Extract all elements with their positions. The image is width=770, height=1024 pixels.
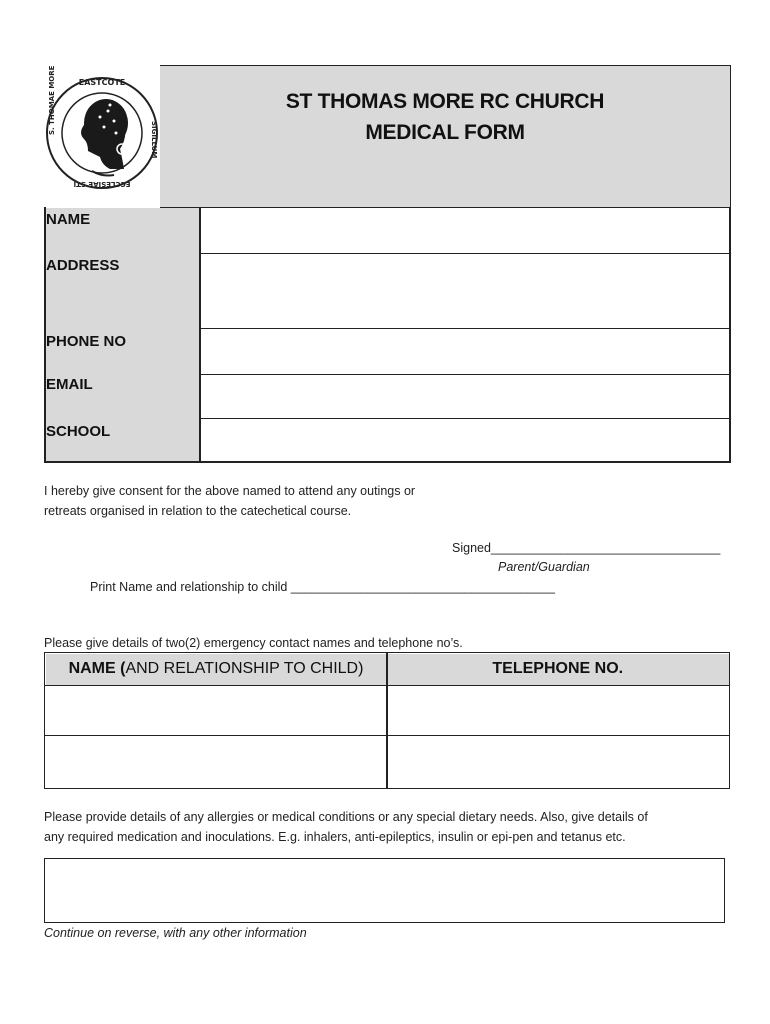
medical-instructions — [44, 807, 734, 847]
name-field[interactable] — [200, 208, 730, 253]
svg-text:SIGILLUM: SIGILLUM — [150, 121, 158, 159]
parent-guardian-label: Parent/Guardian — [498, 560, 590, 574]
emergency-row-divider — [44, 685, 730, 686]
form-title: MEDICAL FORM — [365, 121, 525, 144]
print-name-line[interactable]: Print Name and relationship to child ______________________________________ — [90, 580, 555, 594]
consent-text — [44, 481, 644, 521]
address-label: ADDRESS — [46, 257, 120, 274]
email-label: EMAIL — [46, 376, 93, 393]
header-name-bold: NAME ( — [68, 660, 126, 677]
phone-field[interactable] — [200, 329, 730, 374]
consent-line-2: retreats organised in relation to the catechetical course. — [44, 504, 352, 518]
row-divider — [200, 418, 731, 419]
row-divider — [200, 328, 731, 329]
contact-2-phone-field[interactable] — [388, 737, 728, 787]
continue-note: Continue on reverse, with any other information — [44, 926, 307, 940]
row-divider — [200, 374, 731, 375]
contact-2-name-field[interactable] — [46, 737, 385, 787]
table-divider — [199, 207, 201, 462]
name-label: NAME — [46, 211, 91, 228]
phone-label: PHONE NO — [46, 333, 127, 350]
school-label: SCHOOL — [46, 423, 111, 440]
title-cell — [160, 65, 731, 208]
emergency-phone-header: TELEPHONE NO. — [387, 654, 729, 685]
table-border-left — [44, 207, 46, 462]
medical-line-2: any required medication and inoculations. E.g. inhalers, anti-epileptics, insulin or epi-pen and tetanus etc. — [44, 830, 626, 844]
row-divider — [200, 253, 731, 254]
address-field[interactable] — [200, 254, 730, 328]
svg-text:EASTCOTE: EASTCOTE — [78, 78, 126, 87]
contact-1-phone-field[interactable] — [388, 687, 728, 734]
svg-text:S. THOMAE MORE: S. THOMAE MORE — [48, 65, 56, 135]
contact-1-name-field[interactable] — [46, 687, 385, 734]
seal-icon — [44, 65, 160, 205]
consent-line-1: I hereby give consent for the above named to attend any outings or — [44, 484, 416, 498]
emergency-row-divider — [44, 735, 730, 736]
table-border-right — [729, 207, 731, 462]
medical-details-field[interactable] — [44, 858, 725, 923]
church-title: ST THOMAS MORE RC CHURCH — [285, 90, 605, 113]
church-seal-logo — [44, 65, 160, 208]
emergency-name-header — [46, 654, 387, 685]
emergency-intro: Please give details of two(2) emergency contact names and telephone no’s. — [44, 636, 463, 650]
svg-text:ECCLESIAE STI: ECCLESIAE STI — [73, 180, 131, 188]
table-border-bottom — [44, 461, 731, 463]
medical-line-1: Please provide details of any allergies or medical conditions or any special dietary needs. Also, give details of — [44, 810, 648, 824]
signed-line[interactable]: Signed_________________________________ — [452, 541, 721, 555]
header-name-rest: AND RELATIONSHIP TO CHILD) — [125, 660, 364, 677]
school-field[interactable] — [200, 419, 730, 461]
email-field[interactable] — [200, 375, 730, 418]
